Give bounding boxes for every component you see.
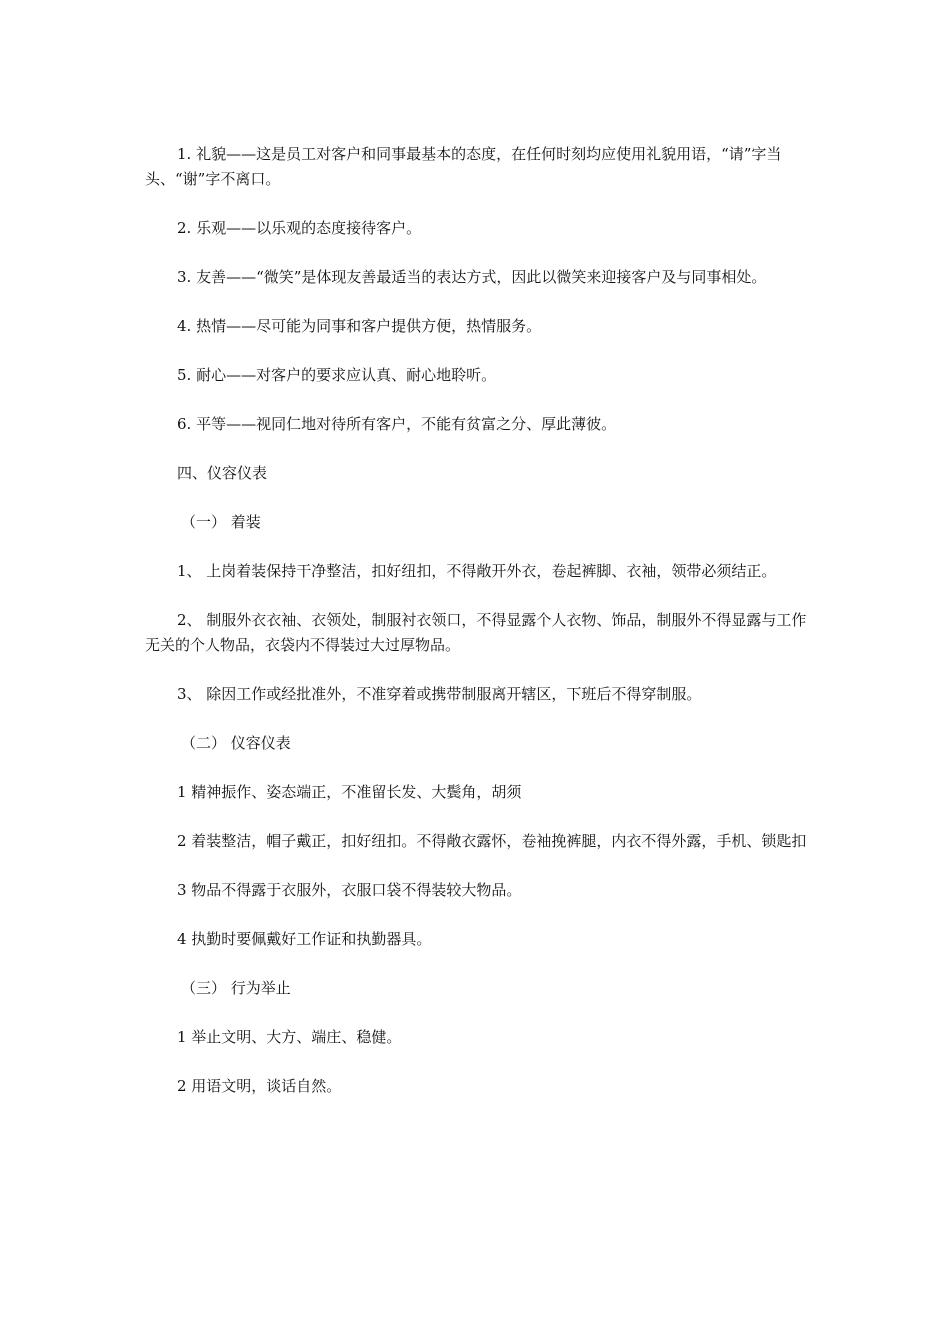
- appearance-rule-1: 1 精神振作、姿态端正，不准留长发、大鬓角，胡须: [177, 783, 522, 801]
- dress-rule-1: 1、 上岗着装保持干净整洁，扣好纽扣，不得敞开外衣，卷起裤脚、衣袖，领带必须结正。: [177, 562, 777, 580]
- dress-rule-3: 3、 除因工作或经批准外，不准穿着或携带制服离开辖区，下班后不得穿制服。: [177, 685, 702, 703]
- paragraph-patience: 5. 耐心——对客户的要求应认真、耐心地聆听。: [177, 366, 497, 384]
- behavior-rule-1: 1 举止文明、大方、端庄、稳健。: [177, 1028, 402, 1046]
- dress-rule-2: 2、 制服外衣衣袖、衣领处，制服衬衣领口，不得显露个人衣物、饰品，制服外不得显露与工作无关的个人物品，衣袋内不得装过大过厚物品。: [145, 611, 807, 654]
- appearance-rule-3: 3 物品不得露于衣服外，衣服口袋不得装较大物品。: [177, 881, 522, 899]
- document-body: [145, 142, 809, 1123]
- appearance-rule-2: 2 着装整洁，帽子戴正，扣好纽扣。不得敞衣露怀，卷袖挽裤腿，内衣不得外露，手机、锁匙扣: [177, 832, 807, 850]
- paragraph-friendliness: 3. 友善——“微笑”是体现友善最适当的表达方式，因此以微笑来迎接客户及与同事相处。: [177, 268, 767, 286]
- section-heading-appearance: 四、仪容仪表: [177, 464, 268, 482]
- subheading-dress: （一） 着装: [181, 513, 261, 531]
- paragraph-optimism: 2. 乐观——以乐观的态度接待客户。: [177, 219, 422, 237]
- paragraph-equality: 6. 平等——视同仁地对待所有客户，不能有贫富之分、厚此薄彼。: [177, 415, 617, 433]
- paragraph-courtesy: 1. 礼貌——这是员工对客户和同事最基本的态度，在任何时刻均应使用礼貌用语，“请”字当头、“谢”字不离口。: [145, 145, 782, 188]
- paragraph-enthusiasm: 4. 热情——尽可能为同事和客户提供方便，热情服务。: [177, 317, 542, 335]
- appearance-rule-4: 4 执勤时要佩戴好工作证和执勤器具。: [177, 930, 432, 948]
- subheading-appearance: （二） 仪容仪表: [181, 734, 291, 752]
- subheading-behavior: （三） 行为举止: [181, 979, 291, 997]
- behavior-rule-2: 2 用语文明，谈话自然。: [177, 1077, 342, 1095]
